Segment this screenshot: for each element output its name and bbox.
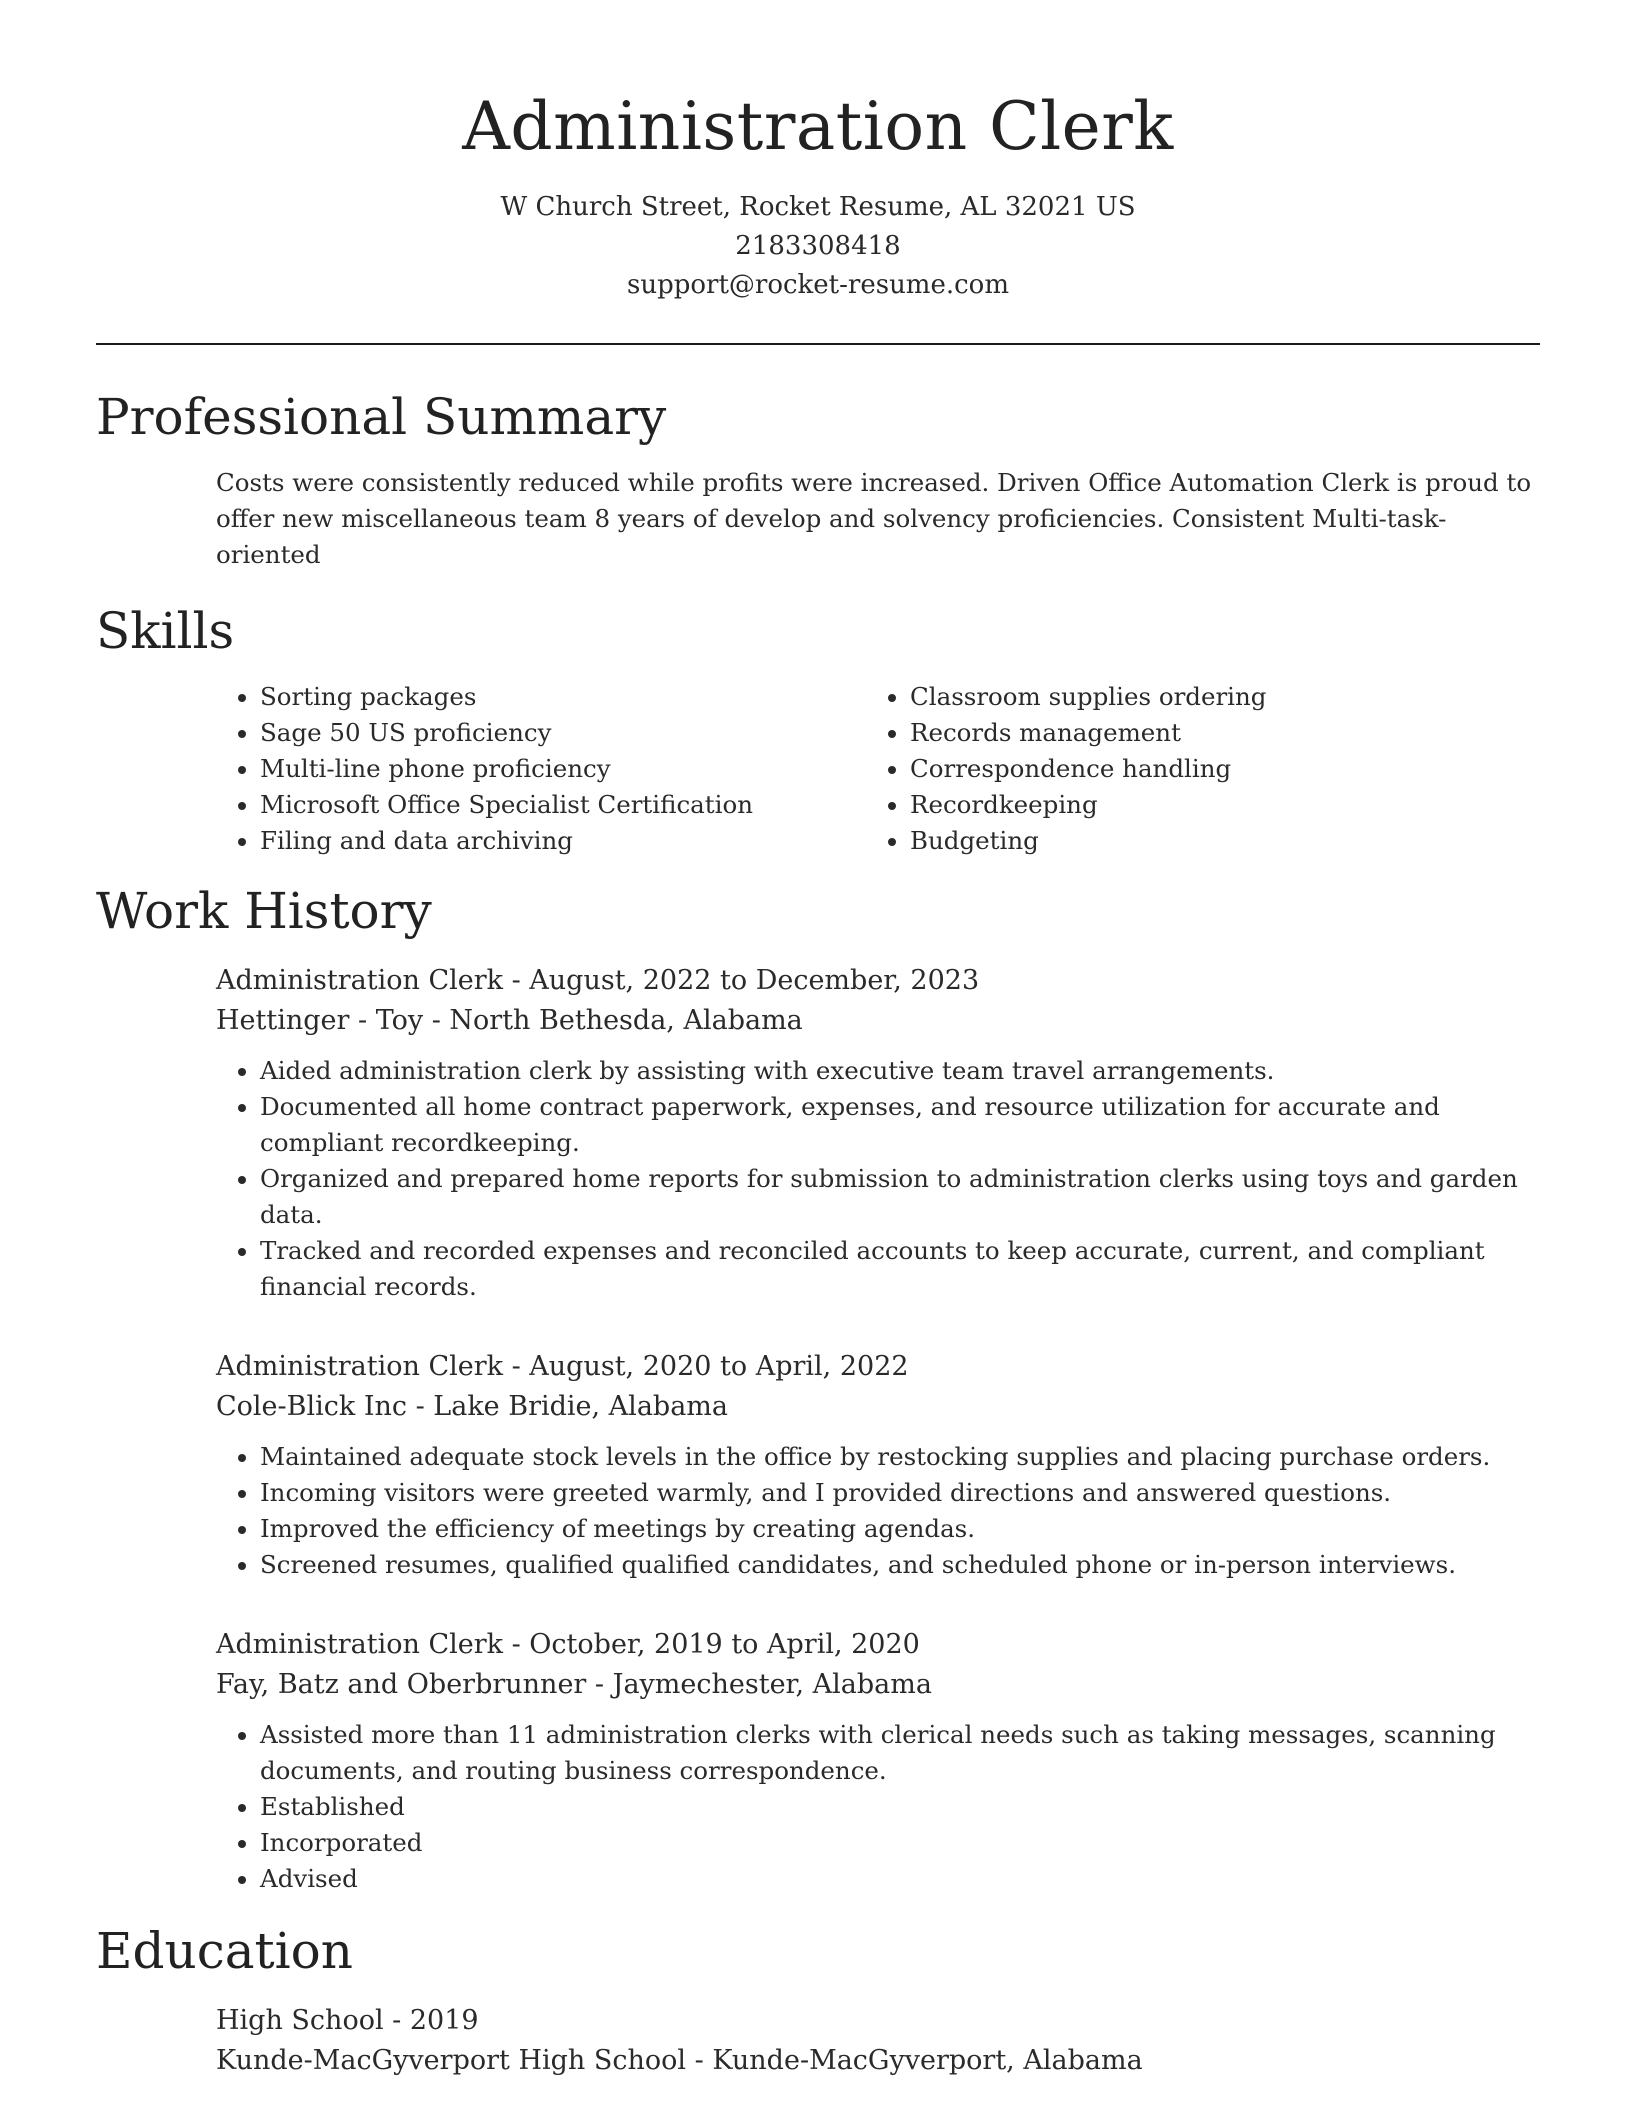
job-company-location: Cole-Blick Inc - Lake Bridie, Alabama <box>216 1391 728 1422</box>
resume-page <box>96 0 1540 2081</box>
job-entry <box>216 1625 1540 1897</box>
summary-text: Costs were consistently reduced while profits were increased. Driven Office Automation Clerk is proud to offer new miscellaneous team 8 years of develop and solvency proficiencies. Consistent Multi-task-oriented <box>216 468 1532 569</box>
job-bullet: • Advised <box>260 1861 1540 1897</box>
job-bullet: • Incoming visitors were greeted warmly, and I provided directions and answered questions. <box>260 1475 1540 1511</box>
job-company-location: Hettinger - Toy - North Bethesda, Alabama <box>216 1005 803 1036</box>
section-title-summary: Professional Summary <box>96 388 667 446</box>
candidate-name: Administration Clerk <box>462 88 1174 165</box>
skill-item: • Sage 50 US proficiency <box>260 715 866 751</box>
header-divider <box>96 343 1540 345</box>
job-bullet: • Organized and prepared home reports for submission to administration clerks using toys and garden data. <box>260 1161 1540 1233</box>
skill-item: • Sorting packages <box>260 679 866 715</box>
education-degree-year: High School - 2019 <box>216 2005 479 2036</box>
skill-item: • Microsoft Office Specialist Certification <box>260 787 866 823</box>
job-bullet: • Assisted more than 11 administration clerks with clerical needs such as taking messages, scanning documents, and routing business correspondence. <box>260 1717 1540 1789</box>
job-company-location: Fay, Batz and Oberbrunner - Jaymechester, Alabama <box>216 1669 932 1700</box>
job-bullet: • Tracked and recorded expenses and reconciled accounts to keep accurate, current, and compliant financial records. <box>260 1233 1540 1305</box>
skills-column-right <box>866 679 1266 859</box>
job-title-dates: Administration Clerk - August, 2022 to December, 2023 <box>216 965 980 996</box>
skill-item: • Correspondence handling <box>910 751 1266 787</box>
skill-item: • Budgeting <box>910 823 1266 859</box>
section-title-work: Work History <box>96 882 432 940</box>
contact-phone: 2183308418 <box>735 231 901 261</box>
skills-grid <box>216 679 1540 859</box>
job-entry <box>216 961 1540 1305</box>
section-professional-summary <box>96 385 1540 573</box>
section-title-education: Education <box>96 1922 353 1980</box>
job-bullets <box>216 1053 1540 1305</box>
job-bullet: • Documented all home contract paperwork, expenses, and resource utilization for accurate and compliant recordkeeping. <box>260 1089 1540 1161</box>
resume-header <box>96 0 1540 305</box>
job-title-dates: Administration Clerk - August, 2020 to April, 2022 <box>216 1351 909 1382</box>
job-bullet: • Incorporated <box>260 1825 1540 1861</box>
section-title-skills: Skills <box>96 602 235 660</box>
section-skills <box>96 599 1540 859</box>
skill-item: • Multi-line phone proficiency <box>260 751 866 787</box>
education-school-location: Kunde-MacGyverport High School - Kunde-MacGyverport, Alabama <box>216 2045 1143 2076</box>
section-work-history <box>96 879 1540 1897</box>
section-education <box>96 1919 1540 2081</box>
job-bullet: • Established <box>260 1789 1540 1825</box>
education-entry <box>216 2001 1540 2081</box>
job-bullets <box>216 1717 1540 1897</box>
skill-item: • Filing and data archiving <box>260 823 866 859</box>
skill-item: • Classroom supplies ordering <box>910 679 1266 715</box>
contact-address: W Church Street, Rocket Resume, AL 32021 US <box>500 192 1136 222</box>
skill-item: • Recordkeeping <box>910 787 1266 823</box>
job-entry <box>216 1347 1540 1583</box>
contact-email: support@rocket-resume.com <box>626 270 1009 300</box>
skill-item: • Records management <box>910 715 1266 751</box>
job-bullet: • Screened resumes, qualified qualified candidates, and scheduled phone or in-person interviews. <box>260 1547 1540 1583</box>
job-bullet: • Aided administration clerk by assisting with executive team travel arrangements. <box>260 1053 1540 1089</box>
skills-column-left <box>216 679 866 859</box>
job-bullets <box>216 1439 1540 1583</box>
job-title-dates: Administration Clerk - October, 2019 to April, 2020 <box>216 1629 920 1660</box>
job-bullet: • Maintained adequate stock levels in the office by restocking supplies and placing purchase orders. <box>260 1439 1540 1475</box>
job-bullet: • Improved the efficiency of meetings by creating agendas. <box>260 1511 1540 1547</box>
